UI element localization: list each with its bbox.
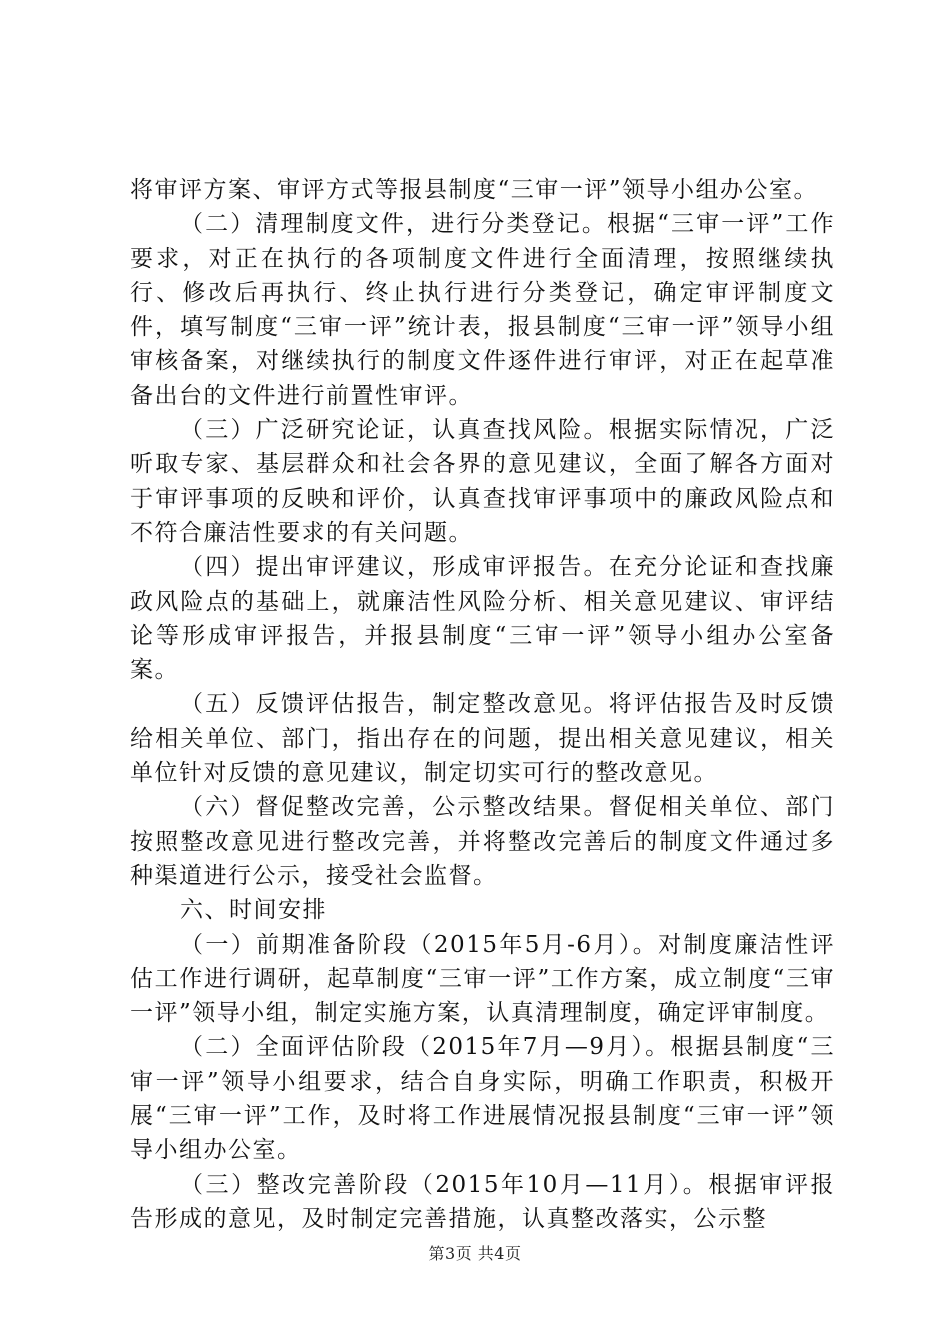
paragraph-clean-documents: （二）清理制度文件，进行分类登记。根据“三审一评”工作要求，对正在执行的各项制度文件进行全面清理，按照继续执行、修改后再执行、终止执行进行分类登记，确定审评制度文件，填写制度“三审一评”统计表，报县制度“三审一评”领导小组审核备案，对继续执行的制度文件逐件进行审评，对正在起草准备出台的文件进行前置性审评。 xyxy=(130,211,835,409)
paragraph-feedback: （五）反馈评估报告，制定整改意见。将评估报告及时反馈给相关单位、部门，指出存在的问题，提出相关意见建议，相关单位针对反馈的意见建议，制定切实可行的整改意见。 xyxy=(130,691,835,787)
paragraph-review-report: （四）提出审评建议，形成审评报告。在充分论证和查找廉政风险点的基础上，就廉洁性风险分析、相关意见建议、审评结论等形成审评报告，并报县制度“三审一评”领导小组办公室备案。 xyxy=(130,554,835,684)
paragraph-research-risk: （三）广泛研究论证，认真查找风险。根据实际情况，广泛听取专家、基层群众和社会各界的意见建议，全面了解各方面对于审评事项的反映和评价，认真查找审评事项中的廉政风险点和不符合廉洁性要求的有关问题。 xyxy=(130,417,835,546)
paragraph-rectification: （六）督促整改完善，公示整改结果。督促相关单位、部门按照整改意见进行整改完善，并将整改完善后的制度文件通过多种渠道进行公示，接受社会监督。 xyxy=(130,794,835,889)
section-heading-schedule: 六、时间安排 xyxy=(180,897,327,924)
page-footer: 第3页 共4页 xyxy=(428,1244,522,1263)
paragraph-continuation: 将审评方案、审评方式等报县制度“三审一评”领导小组办公室。 xyxy=(130,177,819,203)
paragraph-stage-preparation: （一）前期准备阶段（2015年5月-6月）。对制度廉洁性评估工作进行调研，起草制度“三审一评”工作方案，成立制度“三审一评”领导小组，制定实施方案，认真清理制度，确定评审制度。 xyxy=(130,931,835,1027)
paragraph-stage-improvement: （三）整改完善阶段（2015年10月—11月）。根据审评报告形成的意见，及时制定完善措施，认真整改落实，公示整 xyxy=(130,1171,835,1232)
document-body xyxy=(130,173,835,1236)
paragraph-stage-evaluation: （二）全面评估阶段（2015年7月—9月）。根据县制度“三审一评”领导小组要求，结合自身实际，明确工作职责，积极开展“三审一评”工作，及时将工作进展情况报县制度“三审一评”领导小组办公室。 xyxy=(130,1034,835,1164)
